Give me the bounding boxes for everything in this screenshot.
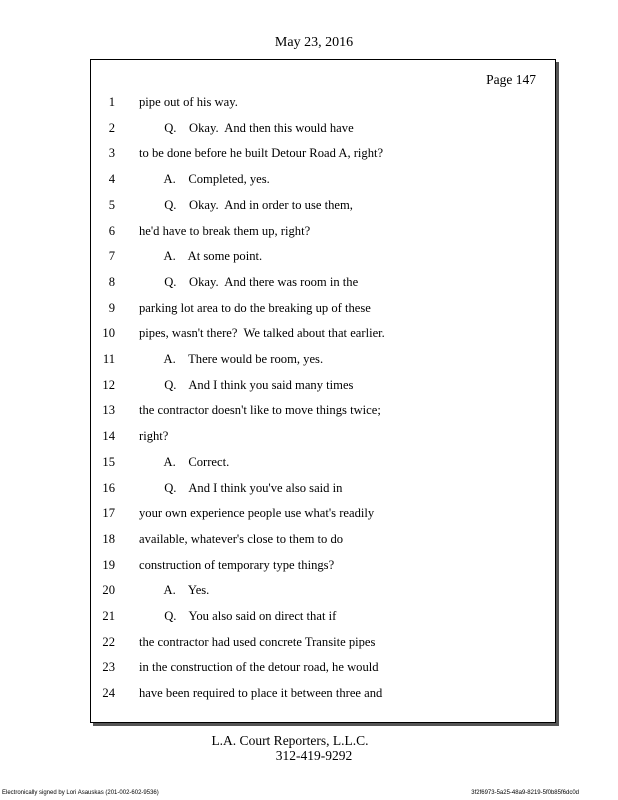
reporter-company: L.A. Court Reporters, L.L.C. (211, 733, 369, 748)
transcript-line (91, 452, 531, 472)
line-number: 3 (108, 146, 115, 161)
transcript-line (91, 272, 531, 292)
line-number: 15 (102, 454, 115, 469)
line-text: A. At some point. (139, 249, 263, 264)
line-text: Q. You also said on direct that if (139, 609, 337, 623)
line-text: the contractor had used concrete Transite pipes (139, 634, 376, 649)
line-text: parking lot area to do the breaking up of these (139, 300, 371, 315)
line-number: 17 (102, 506, 115, 521)
electronic-signature: Electronically signed by Lori Asauskas (201-002-602-9536) (2, 790, 159, 796)
page-number: Page 147 (486, 72, 536, 87)
transcript-line (91, 349, 531, 369)
line-number: 1 (108, 95, 115, 109)
line-number: 7 (108, 249, 115, 264)
transcript-line (91, 632, 531, 652)
line-text: Q. Okay. And in order to use them, (139, 197, 353, 212)
line-number: 6 (108, 223, 115, 238)
line-text: pipes, wasn't there? We talked about that earlier. (139, 326, 385, 341)
line-number: 22 (102, 634, 115, 649)
line-number: 12 (102, 377, 115, 392)
transcript-line (91, 657, 531, 677)
line-text: Q. Okay. And then this would have (139, 120, 354, 135)
transcript-line (91, 503, 531, 523)
line-number: 24 (102, 686, 115, 701)
line-number: 4 (108, 172, 115, 187)
line-text: available, whatever's close to them to do (139, 531, 344, 546)
line-number: 5 (108, 197, 115, 212)
line-text: pipe out of his way. (139, 95, 238, 109)
transcript-line (91, 221, 531, 241)
line-text: the contractor doesn't like to move things twice; (139, 403, 381, 418)
document-id: 3f2f6973-5a25-48a9-8219-5f0b85f6dc0d (471, 790, 579, 796)
transcript-line (91, 298, 531, 318)
transcript-line (91, 555, 531, 575)
transcript-line (91, 323, 531, 343)
line-number: 2 (108, 120, 115, 135)
transcript-line (91, 118, 531, 138)
transcript-line (91, 400, 531, 420)
transcript-line (91, 478, 531, 498)
line-text: A. Yes. (139, 583, 210, 598)
line-number: 16 (102, 480, 115, 495)
line-text: he'd have to break them up, right? (139, 223, 311, 238)
transcript-line (91, 143, 531, 163)
transcript-line (91, 426, 531, 446)
reporter-phone: 312-419-9292 (275, 748, 353, 763)
line-number: 10 (102, 326, 115, 341)
line-number: 20 (102, 583, 115, 598)
transcript-page (90, 59, 556, 723)
line-number: 9 (108, 300, 115, 315)
transcript-line (91, 580, 531, 600)
line-number: 8 (108, 274, 115, 289)
transcript-line (91, 683, 531, 703)
line-text: A. There would be room, yes. (139, 352, 324, 366)
transcript-line (91, 92, 531, 112)
transcript-line (91, 606, 531, 626)
line-text: in the construction of the detour road, he would (139, 660, 379, 675)
line-text: construction of temporary type things? (139, 557, 335, 572)
transcript-line (91, 375, 531, 395)
line-number: 13 (102, 403, 115, 418)
line-text: Q. And I think you've also said in (139, 480, 343, 495)
line-text: A. Completed, yes. (139, 172, 270, 187)
line-text: Q. Okay. And there was room in the (139, 274, 359, 289)
line-text: A. Correct. (139, 454, 230, 469)
line-number: 23 (102, 660, 115, 675)
line-number: 18 (102, 531, 115, 546)
line-text: to be done before he built Detour Road A, right? (139, 146, 384, 161)
line-number: 19 (102, 557, 115, 572)
transcript-line (91, 529, 531, 549)
line-number: 21 (102, 609, 115, 623)
line-text: your own experience people use what's readily (139, 506, 375, 521)
line-text: Q. And I think you said many times (139, 377, 354, 392)
line-text: right? (139, 429, 169, 444)
line-text: have been required to place it between three and (139, 686, 383, 701)
transcript-date: May 23, 2016 (274, 35, 354, 50)
line-number: 11 (102, 352, 115, 366)
transcript-line (91, 169, 531, 189)
transcript-line (91, 246, 531, 266)
line-number: 14 (102, 429, 115, 444)
transcript-line (91, 195, 531, 215)
